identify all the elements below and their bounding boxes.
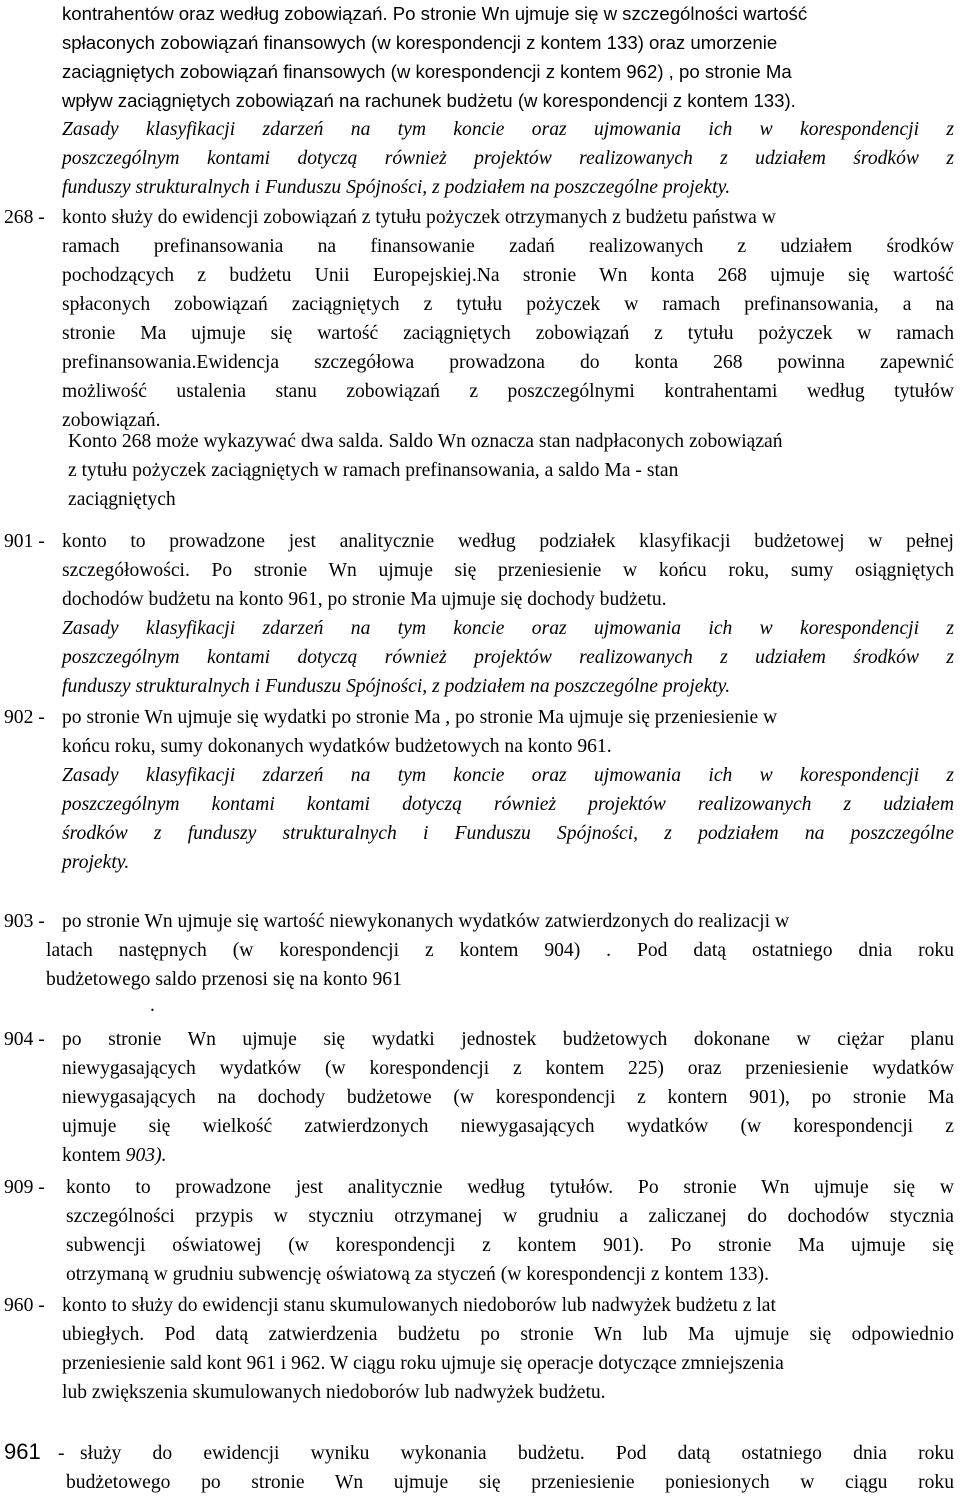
rules-line: poszczególnym kontami dotyczą również projektów realizowanych z udziałem środków z bbox=[62, 148, 954, 169]
account-902-line: końcu roku, sumy dokonanych wydatków budżetowych na konto 961. bbox=[62, 736, 612, 757]
account-268-line: spłaconych zobowiązań zaciągniętych z tytułu pożyczek w ramach prefinansowania, a na bbox=[62, 294, 954, 315]
account-code-904: 904 - bbox=[4, 1029, 45, 1050]
account-904-line: ujmuje się wielkość zatwierdzonych niewygasających wydatków (w korespondencji z bbox=[62, 1116, 954, 1137]
rules-line: poszczególnym kontami dotyczą również projektów realizowanych z udziałem środków z bbox=[62, 647, 954, 668]
account-901-line: szczegółowości. Po stronie Wn ujmuje się przeniesienie w końcu roku, sumy osiągniętych bbox=[62, 560, 954, 581]
account-code-909: 909 - bbox=[4, 1177, 45, 1198]
account-268-balance: z tytułu pożyczek zaciągniętych w ramach prefinansowania, a saldo Ma - stan bbox=[68, 460, 679, 481]
rules-line: Zasady klasyfikacji zdarzeń na tym koncie oraz ujmowania ich w korespondencji z bbox=[62, 765, 954, 786]
rules-line: funduszy strukturalnych i Funduszu Spójności, z podziałem na poszczególne projekty. bbox=[62, 676, 731, 697]
account-code-961: 961 bbox=[4, 1439, 41, 1464]
account-268-line: konto służy do ewidencji zobowiązań z tytułu pożyczek otrzymanych z budżetu państwa w bbox=[62, 207, 776, 228]
account-code-903: 903 - bbox=[4, 911, 45, 932]
account-268-line: prefinansowania.Ewidencja szczegółowa prowadzona do konta 268 powinna zapewnić bbox=[62, 352, 954, 373]
account-904-ref: 903). bbox=[125, 1145, 167, 1166]
account-961-line: budżetowego po stronie Wn ujmuje się przeniesienie poniesionych w ciągu roku bbox=[66, 1472, 954, 1493]
account-code-901: 901 - bbox=[4, 531, 45, 552]
intro-line: spłaconych zobowiązań finansowych (w korespondencji z kontem 133) oraz umorzenie bbox=[62, 32, 778, 53]
account-code-902: 902 - bbox=[4, 707, 45, 728]
account-909-line: konto to prowadzone jest analitycznie według tytułów. Po stronie Wn ujmuje się w bbox=[66, 1177, 954, 1198]
intro-line: kontrahentów oraz według zobowiązań. Po stronie Wn ujmuje się w szczególności wartość bbox=[62, 3, 808, 24]
account-909-line: otrzymaną w grudniu subwencję oświatową za styczeń (w korespondencji z kontem 133). bbox=[66, 1264, 769, 1285]
account-268-balance: Konto 268 może wykazywać dwa salda. Saldo Wn oznacza stan nadpłaconych zobowiązań bbox=[68, 431, 783, 452]
account-268-line: ramach prefinansowania na finansowanie zadań realizowanych z udziałem środków bbox=[62, 236, 954, 257]
account-909-line: subwencji oświatowej (w korespondencji z kontem 901). Po stronie Ma ujmuje się bbox=[66, 1235, 954, 1256]
account-code-268: 268 - bbox=[4, 207, 45, 228]
account-961-line: służy do ewidencji wyniku wykonania budżetu. Pod datą ostatniego dnia roku bbox=[80, 1443, 954, 1464]
stray-dot: . bbox=[150, 995, 155, 1016]
account-960-line: przeniesienie sald kont 961 i 962. W ciągu roku ujmuje się operacje dotyczące zmniejszenia bbox=[62, 1353, 784, 1374]
account-268-line: zobowiązań. bbox=[62, 410, 161, 431]
account-903-line: latach następnych (w korespondencji z kontem 904) . Pod datą ostatniego dnia roku bbox=[46, 940, 954, 961]
account-960-line: ubiegłych. Pod datą zatwierdzenia budżetu po stronie Wn lub Ma ujmuje się odpowiednio bbox=[62, 1324, 954, 1345]
intro-line: wpływ zaciągniętych zobowiązań na rachunek budżetu (w korespondencji z kontem 133). bbox=[62, 90, 796, 111]
rules-line: Zasady klasyfikacji zdarzeń na tym koncie oraz ujmowania ich w korespondencji z bbox=[62, 618, 954, 639]
account-961-dash: - bbox=[58, 1443, 65, 1464]
account-902-line: po stronie Wn ujmuje się wydatki po stronie Ma , po stronie Ma ujmuje się przeniesienie w bbox=[62, 707, 778, 728]
rules-line: środków z funduszy strukturalnych i Funduszu Spójności, z podziałem na poszczególne bbox=[62, 823, 954, 844]
account-904-line: niewygasających wydatków (w korespondencji z kontem 225) oraz przeniesienie wydatków bbox=[62, 1058, 954, 1079]
account-268-line: pochodzących z budżetu Unii Europejskiej.Na stronie Wn konta 268 ujmuje się wartość bbox=[62, 265, 954, 286]
rules-line: poszczególnym kontami kontami dotyczą również projektów realizowanych z udziałem bbox=[62, 794, 954, 815]
rules-line: projekty. bbox=[62, 852, 130, 873]
account-904-line: po stronie Wn ujmuje się wydatki jednostek budżetowych dokonane w ciężar planu bbox=[62, 1029, 954, 1050]
account-904-line: niewygasających na dochody budżetowe (w korespondencji z kontern 901), po stronie Ma bbox=[62, 1087, 954, 1108]
account-code-960: 960 - bbox=[4, 1295, 45, 1316]
account-903-line: po stronie Wn ujmuje się wartość niewykonanych wydatków zatwierdzonych do realizacji w bbox=[62, 911, 790, 932]
account-904-line bbox=[62, 1144, 167, 1168]
rules-line: Zasady klasyfikacji zdarzeń na tym koncie oraz ujmowania ich w korespondencji z bbox=[62, 119, 954, 140]
account-909-line: szczególności przypis w styczniu otrzymanej w grudniu a zaliczanej do dochodów stycznia bbox=[66, 1206, 954, 1227]
account-903-line: budżetowego saldo przenosi się na konto 961 bbox=[46, 969, 402, 990]
account-960-line: konto to służy do ewidencji stanu skumulowanych niedoborów lub nadwyżek budżetu z lat bbox=[62, 1295, 776, 1316]
account-960-line: lub zwiększenia skumulowanych niedoborów lub nadwyżek budżetu. bbox=[62, 1382, 606, 1403]
account-268-line: stronie Ma ujmuje się wartość zaciągniętych zobowiązań z tytułu pożyczek w ramach bbox=[62, 323, 954, 344]
account-268-balance: zaciągniętych bbox=[68, 489, 176, 510]
account-901-line: dochodów budżetu na konto 961, po stronie Ma ujmuje się dochody budżetu. bbox=[62, 589, 667, 610]
account-904-text: kontem bbox=[62, 1145, 126, 1166]
intro-line: zaciągniętych zobowiązań finansowych (w korespondencji z kontem 962) , po stronie Ma bbox=[62, 61, 792, 82]
rules-line: funduszy strukturalnych i Funduszu Spójności, z podziałem na poszczególne projekty. bbox=[62, 177, 731, 198]
account-268-line: możliwość ustalenia stanu zobowiązań z poszczególnymi kontrahentami według tytułów bbox=[62, 381, 954, 402]
account-901-line: konto to prowadzone jest analitycznie według podziałek klasyfikacji budżetowej w pełnej bbox=[62, 531, 954, 552]
